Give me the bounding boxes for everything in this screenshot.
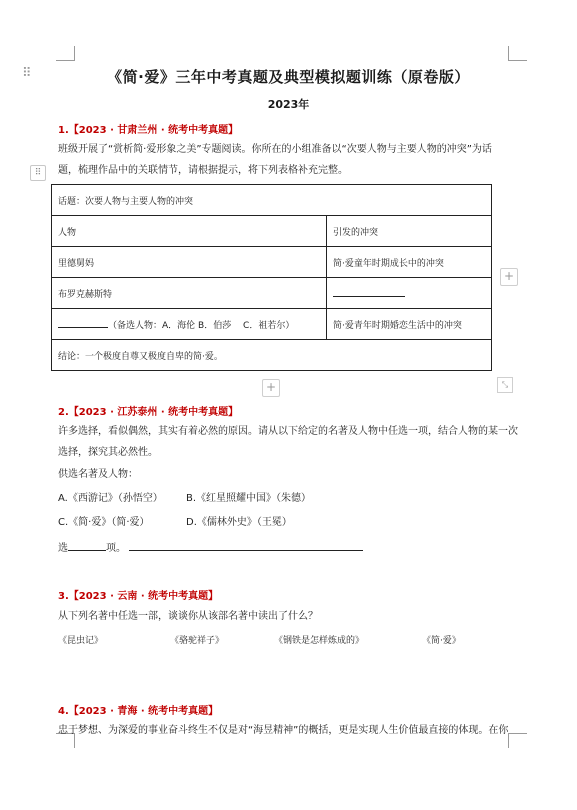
question-2-option-c: C.《简·爱》（简·爱） xyxy=(58,517,150,528)
table-row-3-person-cell[interactable] xyxy=(52,309,327,340)
question-2-line-2: 选择，探究其必然性。 xyxy=(58,447,158,458)
page-corner-top-left xyxy=(56,46,75,61)
question-3-line-1: 从下列名著中任选一部，谈谈你从该部名著中读出了什么？ xyxy=(58,611,318,622)
page-corner-bottom-right xyxy=(508,733,527,748)
question-2-option-a: A.《西游记》（孙悟空） xyxy=(58,493,163,504)
answer-blank[interactable] xyxy=(333,287,405,297)
answer-suffix: 项。 xyxy=(106,543,126,554)
table-row-1-person: 里德舅妈 xyxy=(52,247,327,278)
document-year: 2023年 xyxy=(267,98,310,111)
answer-blank[interactable] xyxy=(68,541,106,551)
question-2-line-1: 许多选择，看似偶然，其实有着必然的原因。请从以下给定的名著及人物中任选一项，结合人物的某一次 xyxy=(58,426,518,437)
table-move-handle-icon[interactable]: ⠿ xyxy=(30,165,46,181)
table-conclusion: 结论：一个极度自尊又极度自卑的简·爱。 xyxy=(52,340,492,371)
table-row-2-conflict-cell[interactable] xyxy=(327,278,492,309)
book-option: 《钢铁是怎样炼成的》 xyxy=(274,636,365,646)
question-3-header: 3.【2023 · 云南 · 统考中考真题】 xyxy=(58,591,219,602)
question-2-answer-line xyxy=(58,541,363,556)
table-resize-icon[interactable]: ⤡ xyxy=(497,377,513,393)
table-row-3-options: （备选人物：A．海伦 B．伯莎 C．祖若尔） xyxy=(108,320,295,331)
book-option: 《昆虫记》 xyxy=(58,636,104,646)
question-1-line-2: 题，梳理作品中的关联情节，请根据提示，将下列表格补充完整。 xyxy=(58,165,348,176)
answer-blank[interactable] xyxy=(58,318,108,328)
add-column-plus-icon[interactable]: + xyxy=(500,268,518,286)
question-1-header: 1.【2023 · 甘肃兰州 · 统考中考真题】 xyxy=(58,125,239,136)
table-row-3-conflict: 简·爱青年时期婚恋生活中的冲突 xyxy=(327,309,492,340)
conflict-table xyxy=(51,184,492,371)
question-4-line-1: 忠于梦想、为深爱的事业奋斗终生不仅是对“海昱精神”的概括，更是实现人生价值最直接的体现。在你 xyxy=(58,725,509,736)
paragraph-drag-handle-icon[interactable]: ⠿ xyxy=(22,66,32,81)
question-1-line-1: 班级开展了“赏析简·爱形象之美”专题阅读。你所在的小组准备以“次要人物与主要人物的冲突”为话 xyxy=(58,144,492,155)
page-corner-top-right xyxy=(508,46,527,61)
table-header-person: 人物 xyxy=(52,216,327,247)
document-title: 《简·爱》三年中考真题及典型模拟题训练（原卷版） xyxy=(107,68,470,86)
table-row-2-person: 布罗克赫斯特 xyxy=(52,278,327,309)
question-2-line-3: 供选名著及人物： xyxy=(58,469,138,480)
table-row-1-conflict: 简·爱童年时期成长中的冲突 xyxy=(327,247,492,278)
answer-blank[interactable] xyxy=(129,541,363,551)
question-2-option-b: B.《红星照耀中国》（朱德） xyxy=(186,493,312,504)
answer-prefix: 选 xyxy=(58,543,68,554)
book-option: 《骆驼祥子》 xyxy=(170,636,225,646)
add-row-plus-icon[interactable]: + xyxy=(262,379,280,397)
book-option: 《简·爱》 xyxy=(422,636,461,646)
table-topic: 话题：次要人物与主要人物的冲突 xyxy=(52,185,492,216)
question-2-header: 2.【2023 · 江苏泰州 · 统考中考真题】 xyxy=(58,407,239,418)
question-4-header: 4.【2023 · 青海 · 统考中考真题】 xyxy=(58,706,219,717)
question-2-option-d: D.《儒林外史》（王冕） xyxy=(186,517,292,528)
table-header-conflict: 引发的冲突 xyxy=(327,216,492,247)
